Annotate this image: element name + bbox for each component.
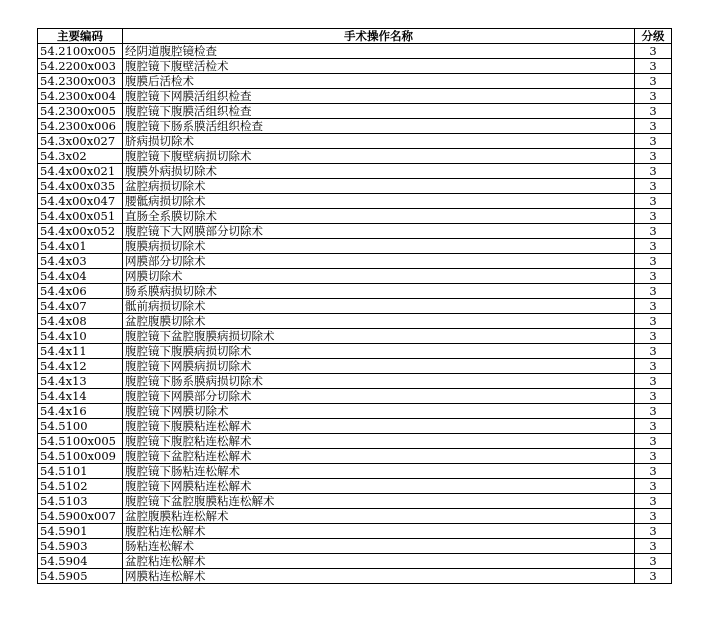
grade-cell: 3 (635, 254, 672, 269)
grade-cell: 3 (635, 179, 672, 194)
code-cell: 54.2300x005 (38, 104, 123, 119)
procedure-name-cell: 腹膜外病损切除术 (123, 164, 635, 179)
grade-cell: 3 (635, 389, 672, 404)
procedure-name-cell: 经阴道腹腔镜检查 (123, 44, 635, 59)
table-body (38, 44, 672, 584)
table-row (38, 329, 672, 344)
table-row (38, 299, 672, 314)
grade-cell: 3 (635, 524, 672, 539)
code-cell: 54.4x00x052 (38, 224, 123, 239)
table-row (38, 224, 672, 239)
code-cell: 54.5901 (38, 524, 123, 539)
code-cell: 54.2300x004 (38, 89, 123, 104)
procedure-name-cell: 腹腔镜下盆腔腹膜粘连松解术 (123, 494, 635, 509)
table-row (38, 554, 672, 569)
grade-cell: 3 (635, 89, 672, 104)
table-row (38, 119, 672, 134)
code-cell: 54.4x00x051 (38, 209, 123, 224)
procedure-name-cell: 腹腔镜下腹腔粘连松解术 (123, 434, 635, 449)
grade-cell: 3 (635, 374, 672, 389)
grade-cell: 3 (635, 284, 672, 299)
grade-cell: 3 (635, 539, 672, 554)
table-row (38, 254, 672, 269)
grade-cell: 3 (635, 569, 672, 584)
table-row (38, 149, 672, 164)
procedure-name-cell: 腹腔镜下大网膜部分切除术 (123, 224, 635, 239)
code-cell: 54.2300x003 (38, 74, 123, 89)
table-row (38, 344, 672, 359)
grade-cell: 3 (635, 344, 672, 359)
table-row (38, 284, 672, 299)
code-cell: 54.4x00x021 (38, 164, 123, 179)
procedure-name-cell: 腹腔镜下盆腔腹膜病损切除术 (123, 329, 635, 344)
table-row (38, 494, 672, 509)
procedure-name-cell: 骶前病损切除术 (123, 299, 635, 314)
grade-cell: 3 (635, 419, 672, 434)
procedure-name-cell: 腹腔镜下腹膜活组织检查 (123, 104, 635, 119)
grade-cell: 3 (635, 434, 672, 449)
table-row (38, 419, 672, 434)
header-code: 主要编码 (38, 29, 123, 44)
procedure-name-cell: 腹腔镜下肠系膜病损切除术 (123, 374, 635, 389)
code-cell: 54.4x10 (38, 329, 123, 344)
code-cell: 54.5903 (38, 539, 123, 554)
procedure-name-cell: 腹腔镜下腹壁病损切除术 (123, 149, 635, 164)
table-row (38, 194, 672, 209)
code-cell: 54.2200x003 (38, 59, 123, 74)
procedure-name-cell: 网膜粘连松解术 (123, 569, 635, 584)
grade-cell: 3 (635, 149, 672, 164)
table-row (38, 59, 672, 74)
grade-cell: 3 (635, 119, 672, 134)
header-name: 手术操作名称 (123, 29, 635, 44)
grade-cell: 3 (635, 104, 672, 119)
procedure-name-cell: 腹腔镜下腹膜病损切除术 (123, 344, 635, 359)
table-row (38, 374, 672, 389)
procedure-name-cell: 直肠全系膜切除术 (123, 209, 635, 224)
procedure-name-cell: 肠粘连松解术 (123, 539, 635, 554)
grade-cell: 3 (635, 479, 672, 494)
code-cell: 54.4x04 (38, 269, 123, 284)
grade-cell: 3 (635, 59, 672, 74)
procedure-name-cell: 盆腔腹膜粘连松解术 (123, 509, 635, 524)
grade-cell: 3 (635, 554, 672, 569)
procedure-name-cell: 腹膜病损切除术 (123, 239, 635, 254)
code-cell: 54.4x08 (38, 314, 123, 329)
table-row (38, 89, 672, 104)
table-row (38, 434, 672, 449)
code-cell: 54.5102 (38, 479, 123, 494)
header-grade: 分级 (635, 29, 672, 44)
grade-cell: 3 (635, 239, 672, 254)
table-row (38, 239, 672, 254)
grade-cell: 3 (635, 299, 672, 314)
grade-cell: 3 (635, 464, 672, 479)
procedure-name-cell: 盆腔腹膜切除术 (123, 314, 635, 329)
table-row (38, 209, 672, 224)
code-cell: 54.5100 (38, 419, 123, 434)
procedure-name-cell: 腹腔镜下网膜切除术 (123, 404, 635, 419)
procedure-name-cell: 盆腔粘连松解术 (123, 554, 635, 569)
grade-cell: 3 (635, 74, 672, 89)
code-cell: 54.4x07 (38, 299, 123, 314)
grade-cell: 3 (635, 404, 672, 419)
procedure-name-cell: 网膜部分切除术 (123, 254, 635, 269)
procedure-name-cell: 腹腔镜下腹壁活检术 (123, 59, 635, 74)
procedure-name-cell: 网膜切除术 (123, 269, 635, 284)
code-cell: 54.4x14 (38, 389, 123, 404)
code-cell: 54.4x00x035 (38, 179, 123, 194)
table-row (38, 269, 672, 284)
table-row (38, 479, 672, 494)
grade-cell: 3 (635, 194, 672, 209)
table-row (38, 44, 672, 59)
procedure-name-cell: 腹腔镜下网膜粘连松解术 (123, 479, 635, 494)
code-cell: 54.4x13 (38, 374, 123, 389)
procedure-name-cell: 盆腔病损切除术 (123, 179, 635, 194)
code-cell: 54.5904 (38, 554, 123, 569)
procedure-name-cell: 腹腔镜下网膜病损切除术 (123, 359, 635, 374)
grade-cell: 3 (635, 359, 672, 374)
code-cell: 54.5900x007 (38, 509, 123, 524)
procedure-name-cell: 腹腔粘连松解术 (123, 524, 635, 539)
table-row (38, 179, 672, 194)
code-cell: 54.5100x005 (38, 434, 123, 449)
table-row (38, 74, 672, 89)
grade-cell: 3 (635, 449, 672, 464)
code-cell: 54.4x00x047 (38, 194, 123, 209)
table-row (38, 464, 672, 479)
table-row (38, 359, 672, 374)
table-row (38, 164, 672, 179)
code-cell: 54.5905 (38, 569, 123, 584)
procedure-name-cell: 腹腔镜下腹膜粘连松解术 (123, 419, 635, 434)
procedure-name-cell: 腹腔镜下网膜部分切除术 (123, 389, 635, 404)
table-row (38, 104, 672, 119)
procedure-name-cell: 腹膜后活检术 (123, 74, 635, 89)
code-cell: 54.4x03 (38, 254, 123, 269)
table-row (38, 539, 672, 554)
table-row (38, 449, 672, 464)
code-cell: 54.2100x005 (38, 44, 123, 59)
code-cell: 54.4x16 (38, 404, 123, 419)
code-cell: 54.5100x009 (38, 449, 123, 464)
grade-cell: 3 (635, 164, 672, 179)
table-row (38, 134, 672, 149)
grade-cell: 3 (635, 134, 672, 149)
code-cell: 54.4x12 (38, 359, 123, 374)
code-cell: 54.4x11 (38, 344, 123, 359)
procedure-table (37, 28, 672, 584)
procedure-name-cell: 腹腔镜下肠粘连松解术 (123, 464, 635, 479)
code-cell: 54.4x01 (38, 239, 123, 254)
table-row (38, 404, 672, 419)
code-cell: 54.2300x006 (38, 119, 123, 134)
grade-cell: 3 (635, 314, 672, 329)
grade-cell: 3 (635, 494, 672, 509)
procedure-name-cell: 腹腔镜下盆腔粘连松解术 (123, 449, 635, 464)
table-row (38, 509, 672, 524)
procedure-name-cell: 腹腔镜下网膜活组织检查 (123, 89, 635, 104)
procedure-name-cell: 肠系膜病损切除术 (123, 284, 635, 299)
table-row (38, 389, 672, 404)
grade-cell: 3 (635, 329, 672, 344)
procedure-name-cell: 脐病损切除术 (123, 134, 635, 149)
code-cell: 54.3x00x027 (38, 134, 123, 149)
grade-cell: 3 (635, 209, 672, 224)
grade-cell: 3 (635, 269, 672, 284)
table-row (38, 569, 672, 584)
procedure-name-cell: 腰骶病损切除术 (123, 194, 635, 209)
grade-cell: 3 (635, 509, 672, 524)
table-row (38, 314, 672, 329)
grade-cell: 3 (635, 44, 672, 59)
code-cell: 54.4x06 (38, 284, 123, 299)
code-cell: 54.3x02 (38, 149, 123, 164)
header-row (38, 29, 672, 44)
code-cell: 54.5103 (38, 494, 123, 509)
code-cell: 54.5101 (38, 464, 123, 479)
table-row (38, 524, 672, 539)
procedure-name-cell: 腹腔镜下肠系膜活组织检查 (123, 119, 635, 134)
grade-cell: 3 (635, 224, 672, 239)
